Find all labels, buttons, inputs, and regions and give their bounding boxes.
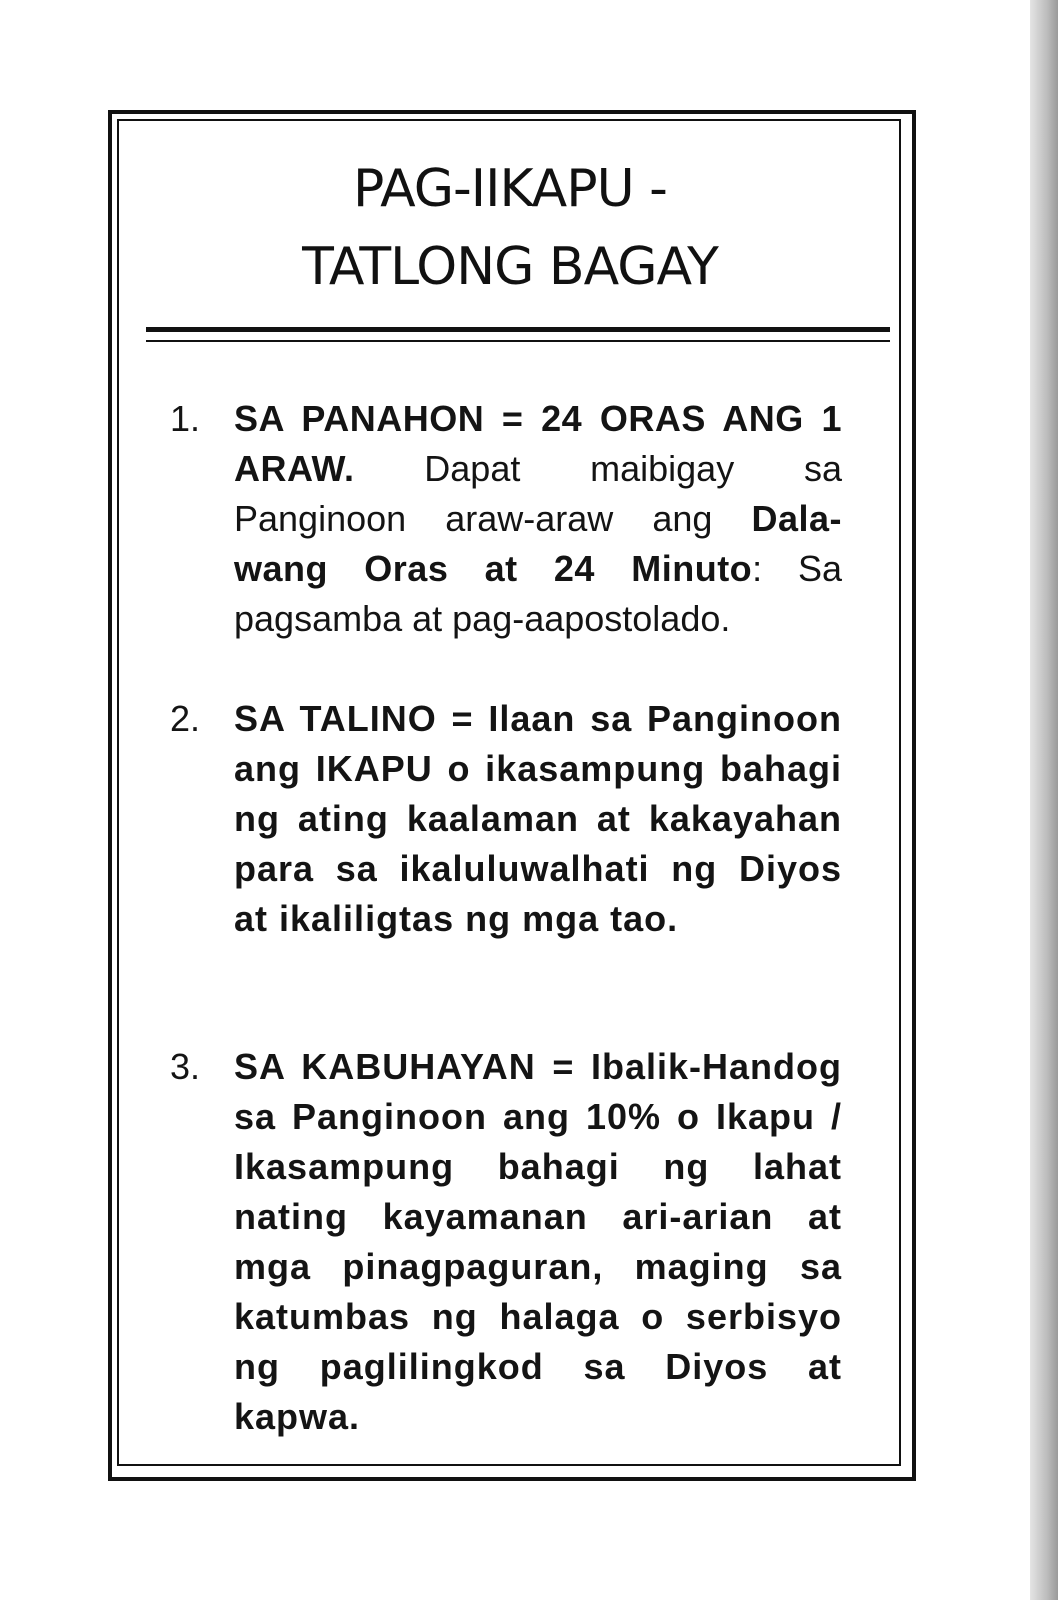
list-item-panahon bbox=[234, 394, 842, 644]
page-title-line-2: TATLONG BAGAY bbox=[302, 237, 718, 297]
item-lead: SA PANAHON = 24 ORAS ANG 1 ARAW. bbox=[234, 398, 842, 489]
page-edge-shadow bbox=[1030, 0, 1058, 1600]
title-divider-thin bbox=[146, 340, 890, 342]
item-text: Dapat maibigay sa Panginoon araw-araw ang bbox=[234, 448, 842, 539]
item-emphasis: Dala-wang Oras at 24 Minuto bbox=[234, 498, 842, 589]
page-title-line-1: PAG-IIKAPU - bbox=[353, 159, 667, 219]
list-item-talino: SA TALINO = Ilaan sa Panginoon ang IKAPU o ikasampung bahagi ng ating kaalaman at kakayahan para sa ikaluluwalhati ng Diyos at ikaliligtas ng mga tao. bbox=[234, 698, 842, 939]
list-item-number: 3. bbox=[170, 1046, 201, 1087]
item-text: : Sa pagsamba at pag-aapostolado. bbox=[234, 548, 842, 639]
list-item-number: 2. bbox=[170, 698, 201, 739]
title-divider-thick bbox=[146, 327, 890, 332]
list-item-number: 1. bbox=[170, 398, 201, 439]
list-item-kabuhayan: SA KABUHAYAN = Ibalik-Handog sa Panginoon ang 10% o Ikapu / Ikasampung bahagi ng lahat nating kayamanan ari-arian at mga pinagpaguran, maging sa katumbas ng halaga o serbisyo ng paglilingkod sa Diyos at kapwa. bbox=[234, 1046, 842, 1437]
